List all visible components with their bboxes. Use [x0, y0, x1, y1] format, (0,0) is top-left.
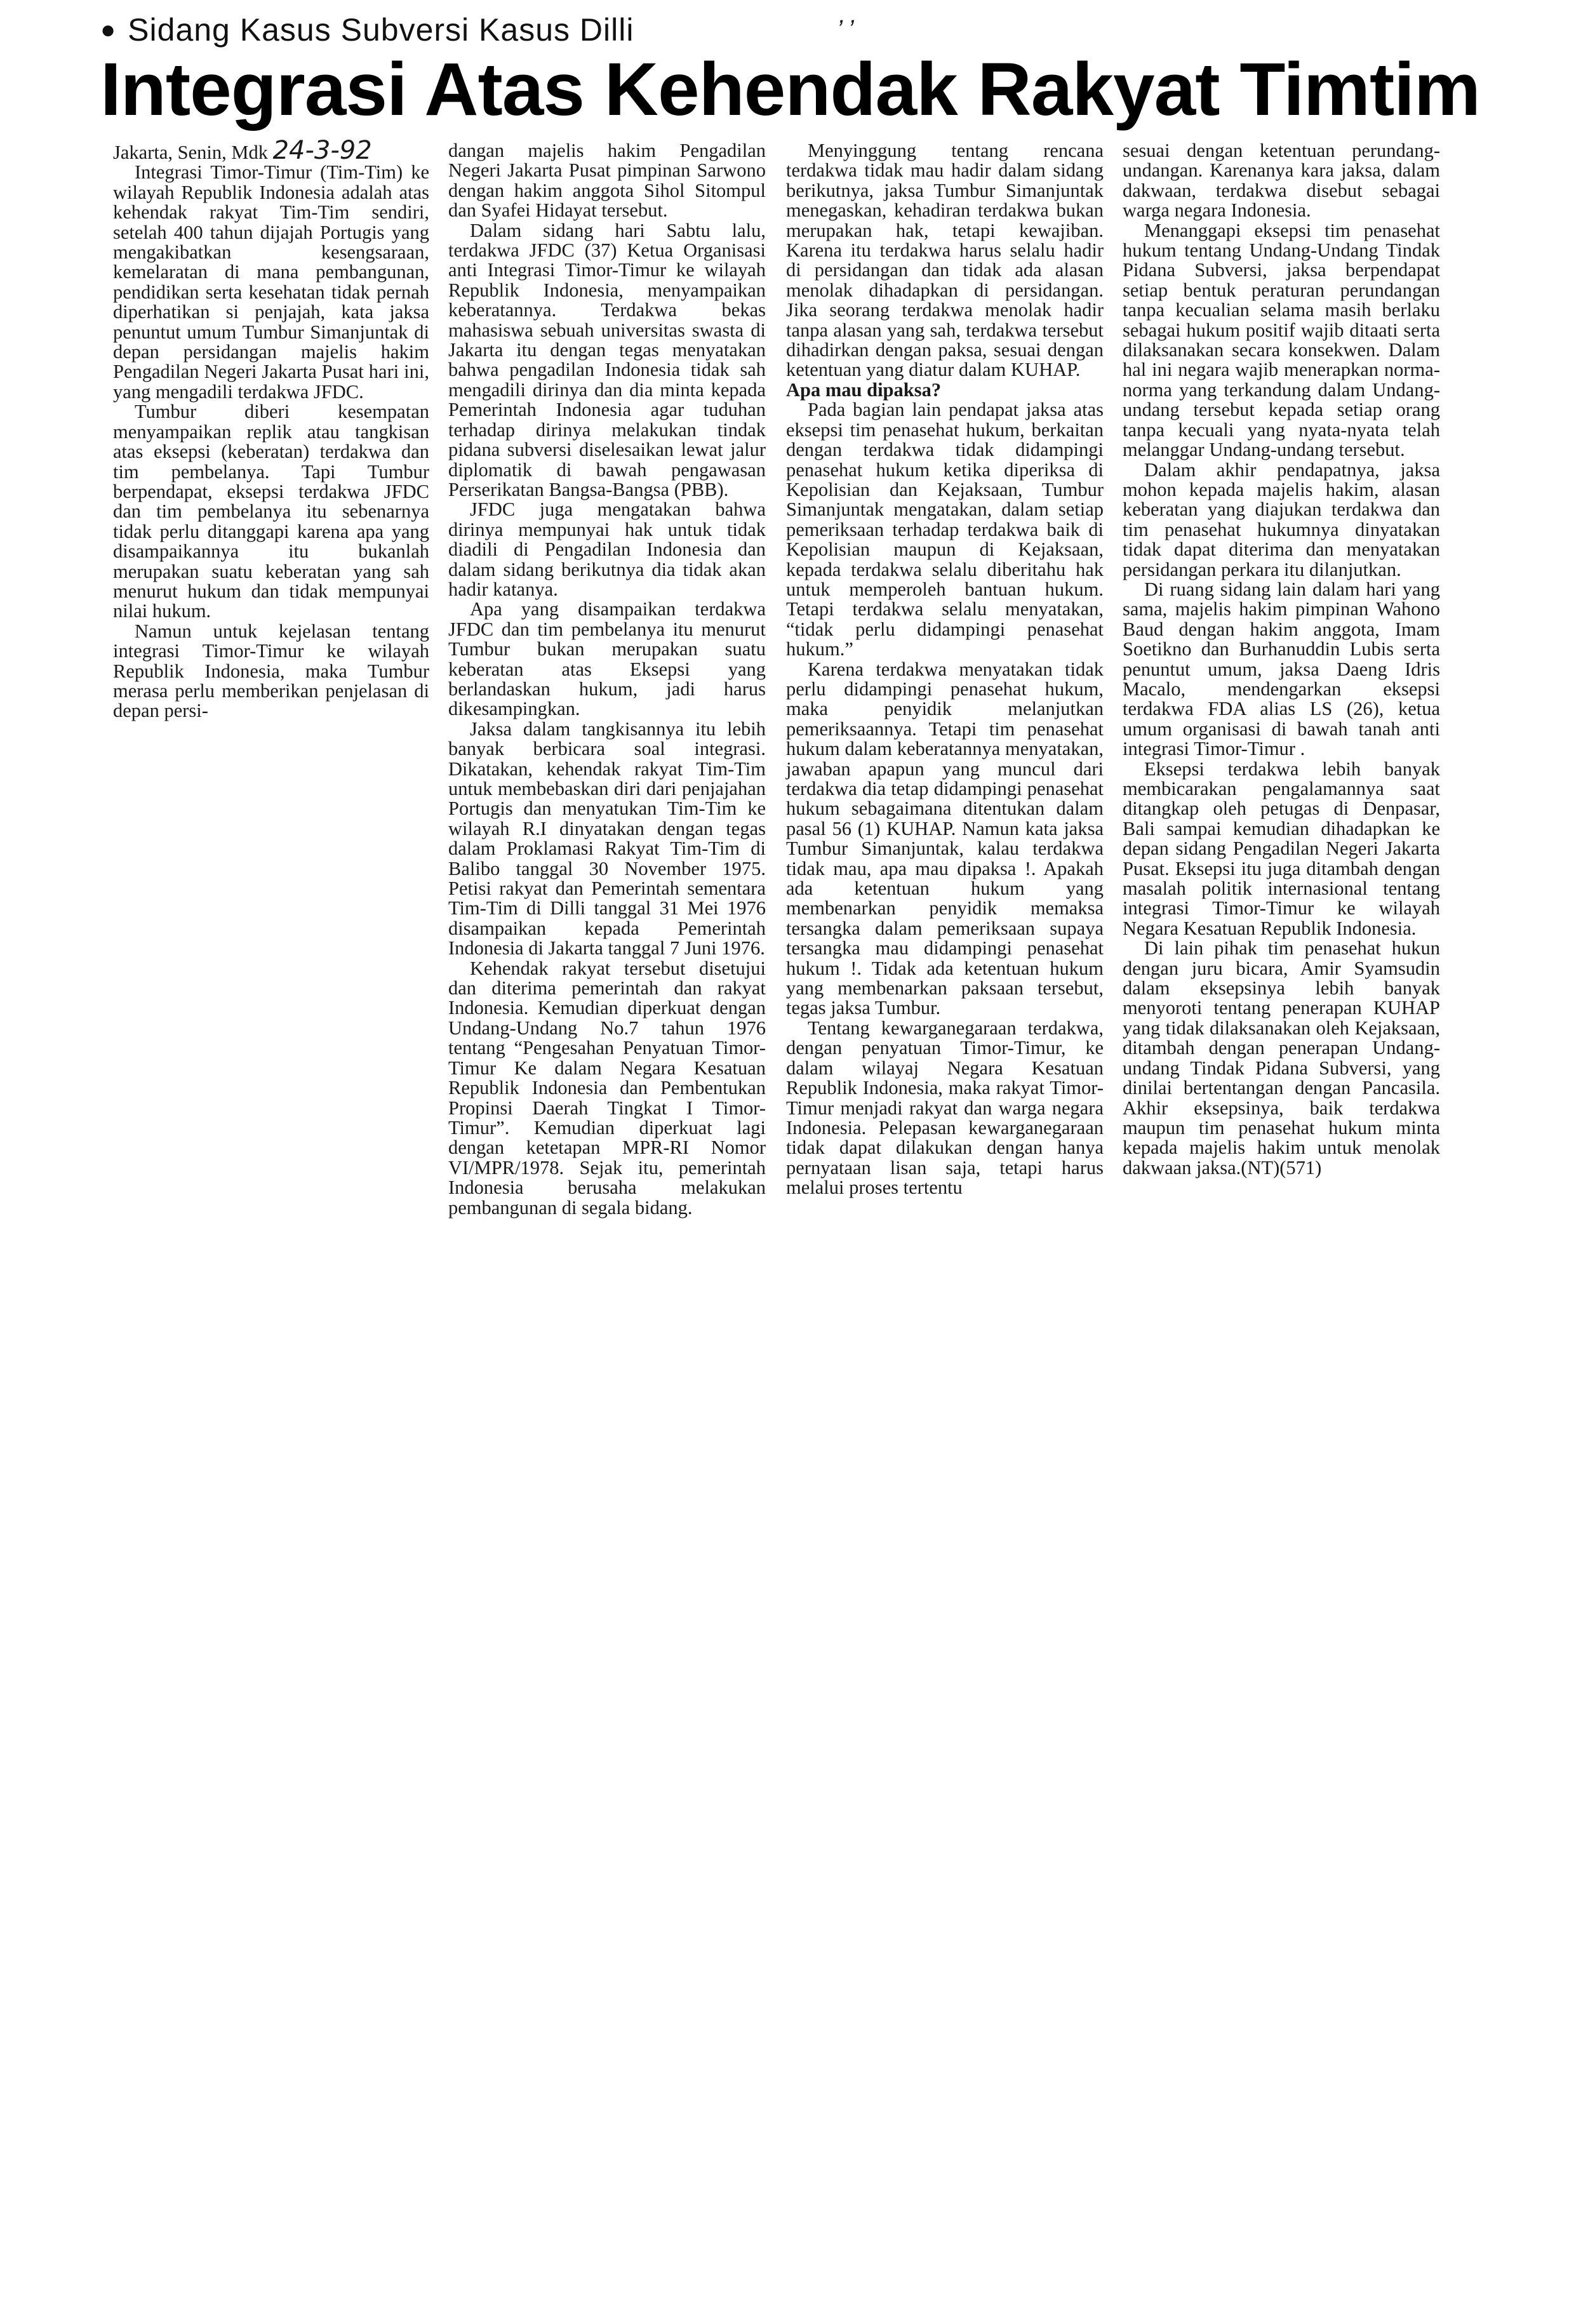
column-2: [448, 141, 766, 1218]
paragraph: Dalam akhir pendapatnya, jaksa mohon kepada majelis hakim, alasan keberatan yang diajukan terdakwa dan tim penasehat hukumnya dinyatakan tidak dapat diterima dan menyatakan persidangan perkara itu dilanjutkan.: [1123, 458, 1440, 580]
stray-marks: ’ ’: [837, 15, 854, 43]
paragraph: Eksepsi terdakwa lebih banyak membicarakan pengalamannya saat ditangkap oleh petugas di Denpasar, Bali sampai kemudian dihadapkan ke depan sidang Pengadilan Negeri Jakarta Pusat. Eksepsi itu juga ditambah dengan masalah politik internasional tentang integrasi Timor-Timur ke wilayah Negara Kesatuan Republik Indonesia.: [1123, 758, 1440, 939]
bullet-icon: ●: [100, 16, 117, 44]
paragraph: Dalam sidang hari Sabtu lalu, terdakwa JFDC (37) Ketua Organisasi anti Integrasi Timor-Timur ke wilayah Republik Indonesia, menyampaikan keberatannya. Terdakwa bekas mahasiswa sebuah universitas swasta di Jakarta itu dengan tegas menyatakan bahwa pengadilan Indonesia tidak sah mengadili dirinya dan dia minta kepada Pemerintah Indonesia agar tuduhan terhadap dirinya melakukan tindak pidana subversi diselesaikan lewat jalur diplomatik di bawah pengawasan Perserikatan Bangsa-Bangsa (PBB).: [448, 219, 766, 500]
kicker: [100, 11, 634, 48]
column-4: [1123, 141, 1440, 1178]
paragraph: Tentang kewarganegaraan terdakwa, dengan penyatuan Timor-Timur, ke dalam wilayaj Negara Kesatuan Republik Indonesia, maka rakyat Timor-Timur menjadi rakyat dan warga negara Indonesia. Pelepasan kewarganegaraan tidak dapat dilakukan dengan hanya pernyataan lisan saja, tetapi harus melalui proses tertentu: [786, 1017, 1104, 1199]
paragraph: Menanggapi eksepsi tim penasehat hukum tentang Undang-Undang Tindak Pidana Subversi, jaksa berpendapat setiap bentuk peraturan perundangan tanpa kecualian selama masih berlaku sebagai hukum positif wajib ditaati serta dilaksanakan secara konsekwen. Dalam hal ini negara wajib menerapkan norma-norma yang terkandung dalam Undang-undang tersebut kepada setiap orang tanpa kecuali yang nyata-nyata telah melanggar Undang-undang tersebut.: [1123, 219, 1440, 461]
paragraph: Apa yang disampaikan terdakwa JFDC dan tim pembelanya itu menurut Tumbur bukan merupakan suatu keberatan atas Eksepsi yang berlandaskan hukum, jadi harus dikesampingkan.: [448, 598, 766, 720]
paragraph: Kehendak rakyat tersebut disetujui dan diterima pemerintah dan rakyat Indonesia. Kemudian diperkuat dengan Undang-Undang No.7 tahun 1976 tentang “Pengesahan Penyatuan Timor-Timur Ke dalam Negara Kesatuan Republik Indonesia dan Pembentukan Propinsi Daerah Tingkat I Timor-Timur”. Kemudian diperkuat lagi dengan ketetapan MPR-RI Nomor VI/MPR/1978. Sejak itu, pemerintah Indonesia berusaha melakukan pembangunan di segala bidang.: [448, 957, 766, 1219]
paragraph: sesuai dengan ketentuan perundang-undangan. Karenanya kara jaksa, dalam dakwaan, terdakwa disebut sebagai warga negara Indonesia.: [1123, 140, 1440, 222]
column-3: [786, 141, 1104, 1198]
paragraph: Menyinggung tentang rencana terdakwa tidak mau hadir dalam sidang berikutnya, jaksa Tumbur Simanjuntak menegaskan, kehadiran terdakwa bukan merupakan hak, tetapi kewajiban. Karena itu terdakwa harus selalu hadir di persidangan dan tidak ada alasan menolak dihadapkan di persidangan. Jika seorang terdakwa menolak hadir tanpa alasan yang sah, terdakwa tersebut dihadirkan dengan paksa, sesuai dengan ketentuan yang diatur dalam KUHAP.: [786, 140, 1104, 381]
headline: Integrasi Atas Kehendak Rakyat Timtim: [100, 48, 1480, 131]
paragraph: Namun untuk kejelasan tentang integrasi Timor-Timur ke wilayah Republik Indonesia, maka Tumbur merasa perlu memberikan penjelasan di depan persi-: [113, 620, 429, 722]
subheading: Apa mau dipaksa?: [786, 378, 942, 401]
paragraph: dangan majelis hakim Pengadilan Negeri Jakarta Pusat pimpinan Sarwono dengan hakim anggota Sihol Sitompul dan Syafei Hidayat tersebut.: [448, 140, 766, 222]
paragraph: Karena terdakwa menyatakan tidak perlu didampingi penasehat hukum, maka penyidik melanjutkan pemeriksaannya. Tetapi tim penasehat hukum dalam keberatannya menyatakan, jawaban apapun yang muncul dari terdakwa dia tetap didampingi penasehat hukum sebagaimana ditentukan dalam pasal 56 (1) KUHAP. Namun kata jaksa Tumbur Simanjuntak, kalau terdakwa tidak mau, apa mau dipaksa !. Apakah ada ketentuan hukum yang membenarkan penyidik memaksa tersangka dalam pemeriksaan supaya tersangka mau didampingi penasehat hukum !. Tidak ada ketentuan hukum yang membenarkan paksaan tersebut, tegas jaksa Tumbur.: [786, 658, 1104, 1019]
column-1: [113, 136, 429, 722]
dateline-place: Jakarta, Senin, Mdk: [113, 142, 268, 163]
paragraph: Di lain pihak tim penasehat hukun dengan juru bicara, Amir Syamsudin dalam eksepsinya lebih banyak menyoroti tentang penerapan KUHAP yang tidak dilaksanakan oleh Kejaksaan, ditambah dengan penerapan Undang-undang Tindak Pidana Subversi, yang dinilai bertentangan dengan Pancasila. Akhir eksepsinya, baik terdakwa maupun tim penasehat hukum minta kepada majelis hakim untuk menolak dakwaan jaksa.(NT)(571): [1123, 937, 1440, 1179]
paragraph: Jaksa dalam tangkisannya itu lebih banyak berbicara soal integrasi. Dikatakan, kehendak rakyat Tim-Tim untuk membebaskan diri dari penjajahan Portugis dan menyatukan Tim-Tim ke wilayah R.I dinyatakan dengan tegas dalam Proklamasi Rakyat Tim-Tim di Balibo tanggal 30 November 1975. Petisi rakyat dan Pemerintah sementara Tim-Tim di Dilli tanggal 31 Mei 1976 disampaikan kepada Pemerintah Indonesia di Jakarta tanggal 7 Juni 1976.: [448, 718, 766, 959]
paragraph: Integrasi Timor-Timur (Tim-Tim) ke wilayah Republik Indonesia adalah atas kehendak rakyat Tim-Tim sendiri, setelah 400 tahun dijajah Portugis yang mengakibatkan kesengsaraan, kemelaratan di mana pembangunan, pendidikan serta kesehatan tidak pernah diperhatikan si penjajah, kata jaksa penuntut umum Tumbur Simanjuntak di depan persidangan majelis hakim Pengadilan Negeri Jakarta Pusat hari ini, yang mengadili terdakwa JFDC.: [113, 161, 429, 403]
paragraph: JFDC juga mengatakan bahwa dirinya mempunyai hak untuk tidak diadili di Pengadilan Indonesia dan dalam sidang berikutnya dia tidak akan hadir katanya.: [448, 498, 766, 600]
paragraph: Tumbur diberi kesempatan menyampaikan replik atau tangkisan atas eksepsi (keberatan) terdakwa dan tim pembelanya. Tapi Tumbur berpendapat, eksepsi terdakwa JFDC dan tim pembelanya itu sebenarnya tidak perlu ditanggapi karena apa yang disampaikannya itu bukanlah merupakan suatu keberatan yang sah menurut hukum dan tidak mempunyai nilai hukum.: [113, 401, 429, 622]
paragraph: Di ruang sidang lain dalam hari yang sama, majelis hakim pimpinan Wahono Baud dengan hakim anggota, Imam Soetikno dan Burhanuddin Lubis serta penuntut umum, jaksa Daeng Idris Macalo, mendengarkan eksepsi terdakwa FDA alias LS (26), ketua umum organisasi di bawah tanah anti integrasi Timor-Timur .: [1123, 578, 1440, 760]
kicker-text: Sidang Kasus Subversi Kasus Dilli: [128, 12, 634, 48]
handwritten-date: 24-3-92: [272, 136, 372, 165]
paragraph: Pada bagian lain pendapat jaksa atas eksepsi tim penasehat hukum, berkaitan dengan terdakwa tidak didampingi penasehat hukum ketika diperiksa di Kepolisian dan Kejaksaan, Tumbur Simanjuntak mengatakan, dalam setiap pemeriksaan terhadap terdakwa baik di Kepolisian maupun di Kejaksaan, kepada terdakwa selalu diberitahu hak untuk memperoleh bantuan hukum. Tetapi terdakwa selalu menyatakan, “tidak perlu didampingi penasehat hukum.”: [786, 399, 1104, 660]
dateline: [113, 136, 429, 165]
